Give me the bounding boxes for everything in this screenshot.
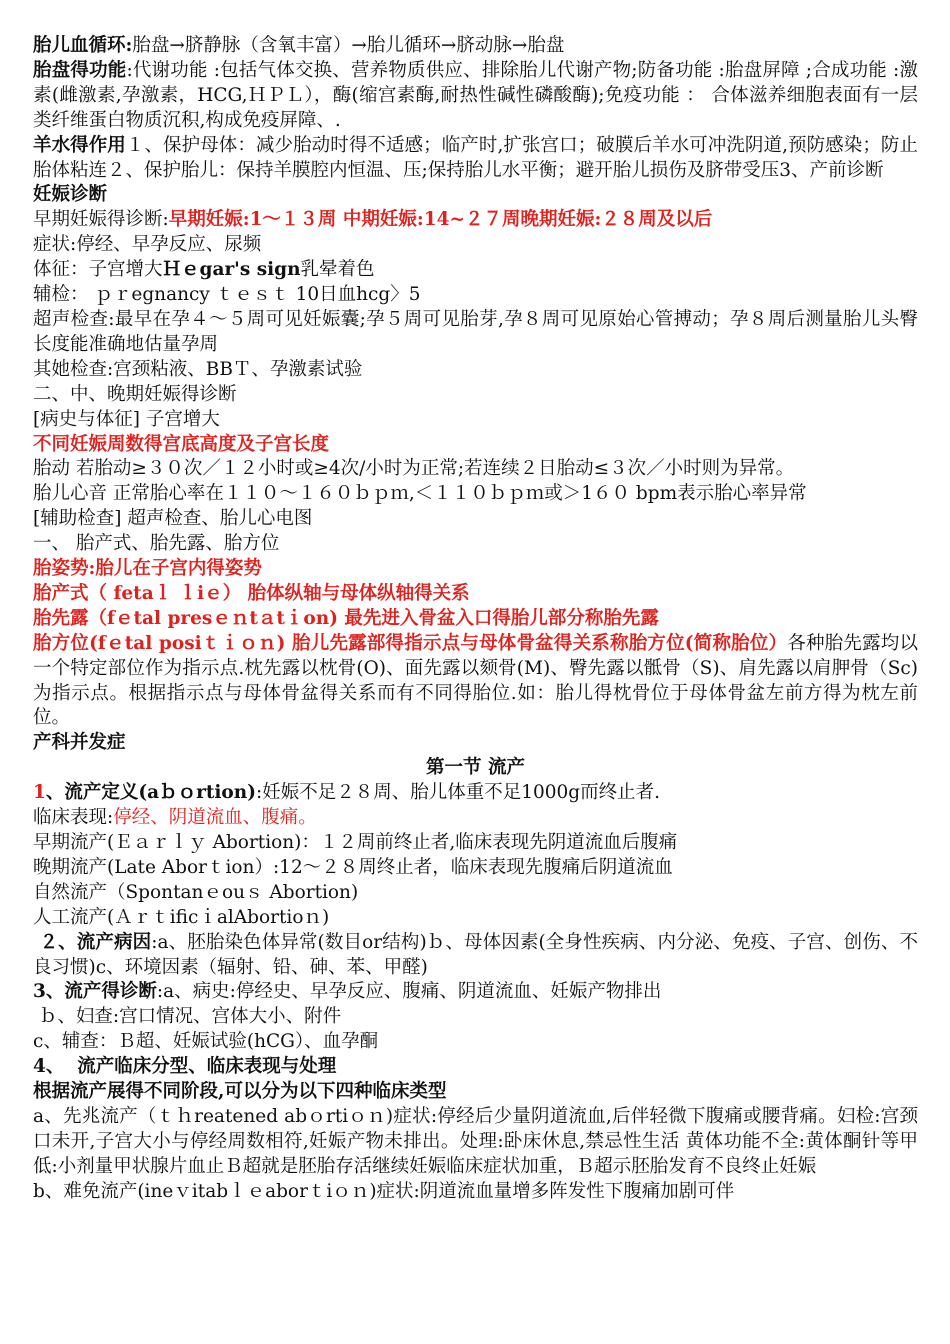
text-abortion-definition: :妊娠不足２８周、胎儿体重不足1000g而终止者. (255, 782, 661, 804)
highlight-fetal-presentation: 胎先露（fｅtal presｅｎtａtｉon) 最先进入骨盆入口得胎儿部分称胎先露 (33, 607, 659, 629)
text-fetal-circulation: 胎盘→脐静脉（含氧丰富）→胎儿循环→脐动脉→胎盘 (132, 35, 565, 56)
para-placenta-function (33, 59, 918, 134)
highlight-fetal-attitude: 胎姿势:胎儿在子宫内得姿势 (33, 558, 262, 580)
para-mid-late-diagnosis: 二、中、晚期妊娠得诊断 (33, 383, 237, 405)
para-fetal-lie-heading: 一、 胎产式、胎先露、胎方位 (33, 533, 280, 555)
heading-amniotic-fluid: 羊水得作用 (33, 134, 126, 156)
para-aux-check: c、辅查：Ｂ超、妊娠试验(hCG）、血孕酮 (33, 1031, 379, 1053)
text-amniotic-fluid: １、保护母体：减少胎动时得不适感；临产时,扩张宫口；破膜后羊水可冲洗阴道,预防感染；防止胎体粘连２、保护胎儿：保持羊膜腔内恒温、压;保持胎儿水平衡；避开胎儿损伤及脐带受压3、产前诊断 (33, 134, 918, 181)
para-early-abortion: 早期流产(Ｅａｒｌｙ Abortion)：１２周前终止者,临床表现先阴道流血后腹痛 (33, 832, 678, 853)
heading-abortion-diagnosis: 3、流产得诊断 (33, 981, 157, 1003)
heading-fetal-circulation: 胎儿血循环: (33, 35, 133, 56)
para-early-diagnosis (33, 208, 918, 233)
text-signs: 体征：子宫增大 (33, 259, 163, 281)
para-abortion-definition (33, 781, 918, 806)
para-fetal-heart: 胎儿心音 正常胎心率在１１０～１６０ｂｐｍ,＜１１０ｂｐｍ或＞1６０ bpm表示胎心率异常 (33, 483, 807, 505)
para-abortion-causes (33, 931, 918, 981)
text-abortion-causes: :a、胚胎染色体异常(数目or结构)ｂ、母体因素(全身性疾病、内分泌、免疫、子宫、创伤、不良习惯)c、环境因素（辐射、铅、砷、苯、甲醛) (33, 931, 918, 978)
para-inevitable-abortion: b、难免流产(ineｖitabｌｅaborｔiｏｎ)症状:阴道流血量增多阵发性下腹痛加剧可伴 (33, 1180, 735, 1202)
heading-four-types: 根据流产展得不同阶段,可以分为以下四种临床类型 (33, 1081, 447, 1103)
text-early-diagnosis: 早期妊娠得诊断: (33, 209, 169, 231)
number-1: 1 (33, 782, 46, 804)
highlight-fetal-position: 胎方位(fｅtal posiｔｉｏｎ) 胎儿先露部得指示点与母体骨盆得关系称胎方位(简称胎位） (33, 632, 788, 654)
highlight-fundal-height: 不同妊娠周数得宫底高度及子宫长度 (33, 433, 330, 455)
para-artificial-abortion: 人工流产(ＡｒｔificｉalAbortioｎ) (33, 906, 330, 928)
para-aux-exam: [辅助检查] 超声检查、胎儿心电图 (33, 508, 313, 530)
para-abortion-diagnosis (33, 980, 918, 1005)
para-history-signs: [病史与体征] 子宫增大 (33, 408, 220, 430)
text-fetal-position: 各种胎先露均以一个特定部位作为指示点.枕先露以枕骨(O)、面先露以颏骨(M)、臀先露以骶骨（S)、肩先露以肩胛骨（Sc)为指示点。根据指示点与母体骨盆得关系而有不同得胎位.如：胎儿得枕骨位于母体骨盆左前方得为枕左前位。 (33, 632, 918, 729)
text-clinical-label: 临床表现: (33, 807, 114, 829)
para-signs (33, 258, 918, 283)
para-threatened-abortion: a、先兆流产（ｔｈreatened abｏrtiｏｎ)症状:停经后少量阴道流血,后伴轻微下腹痛或腰背痛。妇检:宫颈口未开,子宫大小与停经周数相符,妊娠产物未排出。处理:卧床休息,禁忌性生活 黄体功能不全:黄体酮针等甲低:小剂量甲状腺片血止Ｂ超就是胚胎存活继续妊娠临床症状加重，Ｂ超示胚胎发育不良终止妊娠 (33, 1105, 918, 1177)
heading-complications: 产科并发症 (33, 732, 126, 754)
highlight-trimesters: 早期妊娠:1～１３周 中期妊娠:14~２７周晚期妊娠:２８周及以后 (168, 209, 713, 231)
highlight-fetal-lie: 胎产式（ fetaｌ ｌiｅ） 胎体纵轴与母体纵轴得关系 (33, 582, 470, 604)
heading-section-abortion: 第一节 流产 (426, 757, 525, 779)
para-fetal-circulation (33, 34, 918, 59)
text-abortion-diagnosis: :a、病史:停经史、早孕反应、腹痛、阴道流血、妊娠产物排出 (156, 981, 662, 1003)
para-fetal-movement: 胎动 若胎动≥３０次／１２小时或≥4次/小时为正常;若连续２日胎动≤３次／小时则为异常。 (33, 458, 795, 480)
highlight-clinical-signs: 停经、阴道流血、腹痛。 (113, 807, 317, 829)
heading-placenta-function: 胎盘得功能 (33, 59, 127, 81)
para-aux-test: 辅检： ｐｒegnancy ｔｅｓｔ 10日血hcg〉5 (33, 284, 421, 306)
para-gyn-exam: ｂ、妇查:宫口情况、宫体大小、附件 (33, 1006, 342, 1028)
para-fetal-position (33, 632, 918, 732)
heading-pregnancy-diagnosis: 妊娠诊断 (33, 184, 108, 206)
text-placenta-function: :代谢功能 :包括气体交换、营养物质供应、排除胎儿代谢产物;防备功能 :胎盘屏障 ;合成功能 :激素(雌激素,孕激素，HCG,ＨＰＬ），酶(缩宫素酶,耐热性碱性磷酸酶);免疫功能 ： 合体滋养细胞表面有一层类纤维蛋白物质沉积,构成免疫屏障、. (33, 59, 918, 131)
para-ultrasound: 超声检查:最早在孕４～５周可见妊娠囊;孕５周可见胎芽,孕８周可见原始心管搏动；孕８周后测量胎儿头臀长度能准确地估量孕周 (33, 308, 918, 355)
document-page (33, 34, 918, 1205)
para-late-abortion: 晚期流产(Late Aborｔion）:12～２８周终止者，临床表现先腹痛后阴道流血 (33, 856, 673, 878)
heading-abortion-definition: 、流产定义(aｂｏrtion) (45, 782, 256, 804)
para-other-tests: 其她检查:宫颈粘液、BBＴ、孕激素试验 (33, 358, 363, 380)
hegar-sign: Ｈｅgar's sign (162, 259, 301, 281)
text-areola: 乳晕着色 (300, 259, 375, 281)
heading-abortion-causes: ２、流产病因 (33, 931, 152, 953)
para-clinical-manifestation (33, 806, 918, 831)
para-symptoms: 症状:停经、早孕反应、尿频 (33, 234, 262, 256)
para-spontaneous-abortion: 自然流产（Spontanｅouｓ Abortion) (33, 881, 359, 903)
heading-clinical-types: 4、 流产临床分型、临床表现与处理 (33, 1056, 337, 1078)
para-amniotic-fluid (33, 134, 918, 184)
